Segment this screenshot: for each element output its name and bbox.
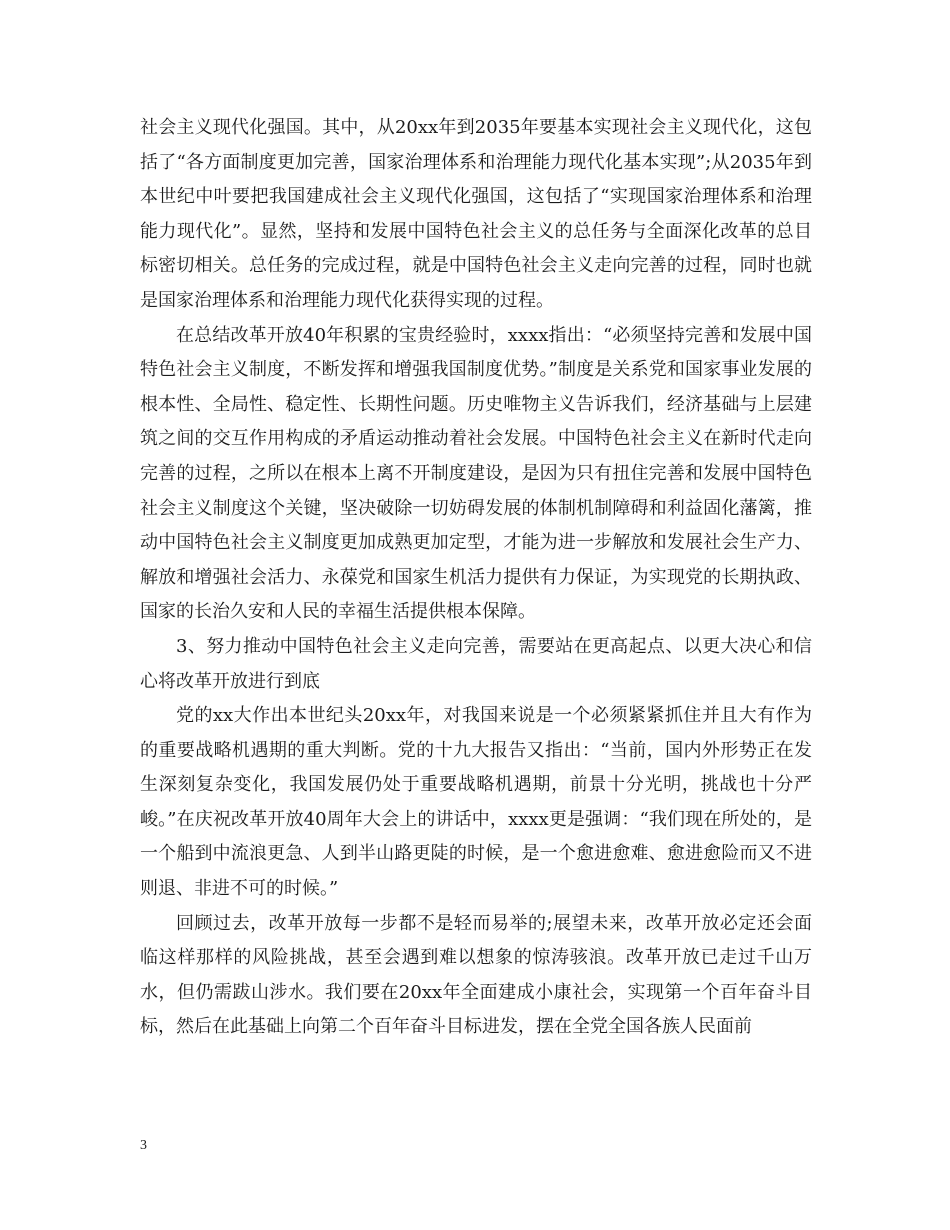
paragraph-2: 在总结改革开放40年积累的宝贵经验时，xxxx指出：“必须坚持完善和发展中国特色社会主义制度，不断发挥和增强我国制度优势。”制度是关系党和国家事业发展的根本性、全局性、稳定性、长期性问题。历史唯物主义告诉我们，经济基础与上层建筑之间的交互作用构成的矛盾运动推动着社会发展。中国特色社会主义在新时代走向完善的过程，之所以在根本上离不开制度建设，是因为只有扭住完善和发展中国特色社会主义制度这个关键，坚决破除一切妨碍发展的体制机制障碍和利益固化藩篱，推动中国特色社会主义制度更加成熟更加定型，才能为进一步解放和发展社会生产力、解放和增强社会活力、永葆党和国家生机活力提供有力保证，为实现党的长期执政、国家的长治久安和人民的幸福生活提供根本保障。 <box>140 324 812 623</box>
paragraph-1: 社会主义现代化强国。其中，从20xx年到2035年要基本实现社会主义现代化，这包括了“各方面制度更加完善，国家治理体系和治理能力现代化基本实现”;从2035年到本世纪中叶要把我国建成社会主义现代化强国，这包括了“实现国家治理体系和治理能力现代化”。显然，坚持和发展中国特色社会主义的总任务与全面深化改革的总目标密切相关。总任务的完成过程，就是中国特色社会主义走向完善的过程，同时也就是国家治理体系和治理能力现代化获得实现的过程。 <box>140 117 812 311</box>
page-number: 3 <box>140 1138 147 1153</box>
section-heading-3: 3、努力推动中国特色社会主义走向完善，需要站在更高起点、以更大决心和信心将改革开放进行到底 <box>140 635 812 692</box>
paragraph-5: 回顾过去，改革开放每一步都不是轻而易举的;展望未来，改革开放必定还会面临这样那样的风险挑战，甚至会遇到难以想象的惊涛骇浪。改革开放已走过千山万水，但仍需跋山涉水。我们要在20xx年全面建成小康社会，实现第一个百年奋斗目标，然后在此基础上向第二个百年奋斗目标进发，摆在全党全国各族人民面前 <box>140 912 812 1038</box>
paragraph-4: 党的xx大作出本世纪头20xx年，对我国来说是一个必须紧紧抓住并且大有作为的重要战略机遇期的重大判断。党的十九大报告又指出：“当前，国内外形势正在发生深刻复杂变化，我国发展仍处于重要战略机遇期，前景十分光明，挑战也十分严峻。”在庆祝改革开放40周年大会上的讲话中，xxxx更是强调：“我们现在所处的，是一个船到中流浪更急、人到半山路更陡的时候，是一个愈进愈难、愈进愈险而又不进则退、非进不可的时候。” <box>140 705 812 900</box>
document-body <box>140 111 812 1045</box>
